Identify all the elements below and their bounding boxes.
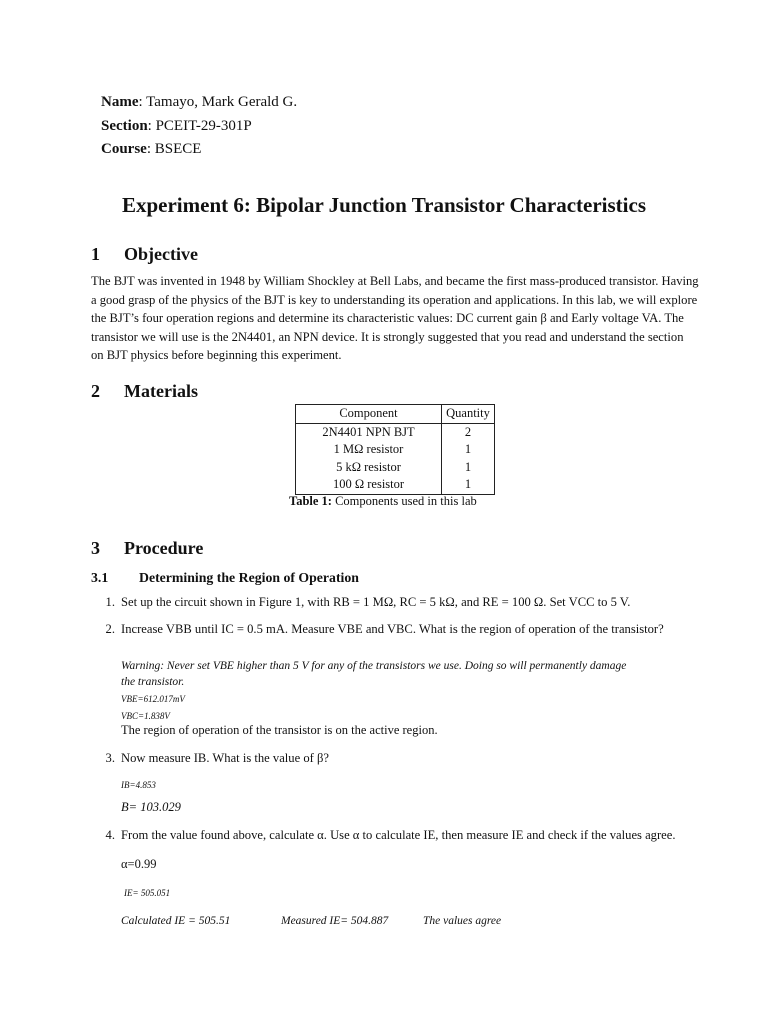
table-row <box>296 441 495 459</box>
step-text: Increase VBB until IC = 0.5 mA. Measure VBE and VBC. What is the region of operation of the transistor? <box>121 622 664 636</box>
step-text: Now measure IB. What is the value of β? <box>121 751 329 765</box>
region-answer: The region of operation of the transistor is on the active region. <box>121 723 438 737</box>
objective-paragraph <box>91 272 699 365</box>
table-cell: 2N4401 NPN BJT <box>296 423 442 441</box>
table-row <box>296 459 495 477</box>
table-cell: 1 MΩ resistor <box>296 441 442 459</box>
procedure-step-3 <box>97 751 329 766</box>
values-agree-note: The values agree <box>423 915 502 927</box>
section-number: 1 <box>91 244 100 264</box>
section-title: Procedure <box>124 538 204 558</box>
name-label: Name <box>101 94 139 110</box>
subsection-heading <box>91 570 359 586</box>
ib-measurement: IB=4.853 <box>121 780 156 790</box>
materials-table <box>295 404 495 495</box>
table-row <box>296 476 495 494</box>
paragraph-line: on BJT physics before beginning this experiment. <box>91 348 342 362</box>
section-label: Section <box>101 118 148 134</box>
table-cell: 5 kΩ resistor <box>296 459 442 477</box>
paragraph-line: The BJT was invented in 1948 by William Shockley at Bell Labs, and became the first mass-produced transistor. Having <box>91 274 699 288</box>
procedure-step-1 <box>97 595 630 610</box>
measured-ie: Measured IE= 504.887 <box>281 915 389 927</box>
alpha-answer: α=0.99 <box>121 857 157 871</box>
table-cell: 2 <box>442 423 495 441</box>
step-number: 1. <box>105 595 115 609</box>
course-label: Course <box>101 141 147 157</box>
table-caption <box>289 494 477 509</box>
subsection-number: 3.1 <box>91 570 109 585</box>
name-value: : Tamayo, Mark Gerald G. <box>138 94 298 110</box>
warning-line: the transistor. <box>121 676 185 688</box>
paragraph-line: the BJT’s four operation regions and determine its characteristic values: DC current gain β and Early voltage VA. The <box>91 311 684 325</box>
table-header-row <box>296 405 495 424</box>
step-text: From the value found above, calculate α. Use α to calculate IE, then measure IE and check if the values agree. <box>121 828 676 842</box>
beta-answer: B= 103.029 <box>121 800 181 814</box>
caption-text: Components used in this lab <box>331 494 477 508</box>
paragraph-line: transistor we will use is the 2N4401, an NPN device. It is strongly suggested that you read and understand the section <box>91 329 684 344</box>
procedure-step-2 <box>97 622 664 637</box>
step-number: 4. <box>105 828 115 842</box>
document-title: Experiment 6: Bipolar Junction Transistor Characteristics <box>121 193 646 217</box>
table-row <box>296 423 495 441</box>
name-line <box>101 94 297 111</box>
subsection-title: Determining the Region of Operation <box>139 570 359 585</box>
step-number: 2. <box>105 622 115 636</box>
table-cell: 1 <box>442 441 495 459</box>
calculated-ie: Calculated IE = 505.51 <box>121 915 231 927</box>
section-value: : PCEIT-29-301P <box>147 118 252 134</box>
table-header-cell: Quantity <box>442 405 495 424</box>
warning-line: Warning: Never set VBE higher than 5 V for any of the transistors we use. Doing so will permanently damage <box>121 660 627 672</box>
course-value: : BSECE <box>146 141 202 157</box>
table-header-cell: Component <box>296 405 442 424</box>
section-line <box>101 118 252 135</box>
section-heading-materials <box>91 381 198 402</box>
vbc-measurement: VBC=1.838V <box>121 711 170 721</box>
procedure-step-4 <box>97 828 676 843</box>
section-heading-procedure <box>91 538 203 559</box>
table-cell: 100 Ω resistor <box>296 476 442 494</box>
table-cell: 1 <box>442 476 495 494</box>
section-number: 3 <box>91 538 100 558</box>
section-number: 2 <box>91 381 100 401</box>
section-title: Materials <box>124 381 198 401</box>
table-cell: 1 <box>442 459 495 477</box>
ie-value: IE= 505.051 <box>124 888 171 898</box>
course-line <box>101 141 201 158</box>
section-title: Objective <box>124 244 198 264</box>
caption-label: Table 1: <box>289 494 332 508</box>
vbe-measurement: VBE=612.017mV <box>121 694 185 704</box>
section-heading-objective <box>91 244 198 265</box>
step-number: 3. <box>105 751 115 765</box>
paragraph-line: a good grasp of the physics of the BJT is key to understanding its operation and applications. In this lab, we will explore <box>91 292 698 307</box>
warning-note <box>121 658 626 690</box>
step-text: Set up the circuit shown in Figure 1, with RB = 1 MΩ, RC = 5 kΩ, and RE = 100 Ω. Set VCC to 5 V. <box>121 595 631 609</box>
